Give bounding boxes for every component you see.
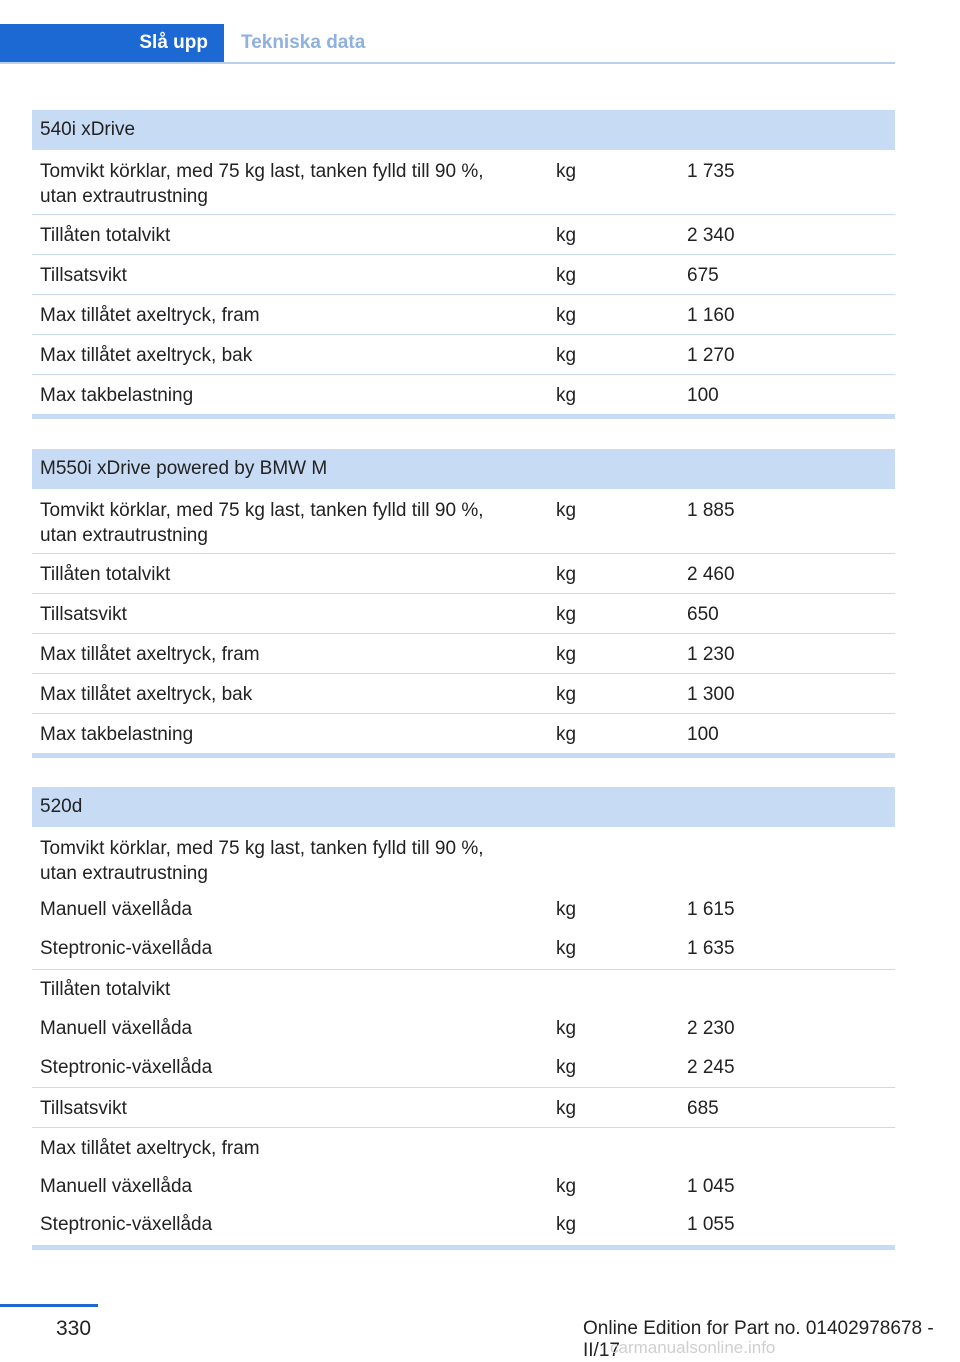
table-end-rule [32, 753, 895, 758]
row-label: Tillsatsvikt [40, 604, 127, 625]
row-label: Manuell växellåda [40, 899, 193, 920]
table-title: 520d [32, 787, 895, 827]
table-row [32, 827, 895, 891]
table-row [32, 633, 895, 673]
row-value: 1 230 [687, 644, 735, 665]
row-value: 1 300 [687, 684, 735, 705]
row-unit: kg [556, 1176, 577, 1197]
spec-table-m550i [32, 449, 895, 758]
row-value: 1 735 [687, 161, 735, 182]
row-unit: kg [556, 225, 577, 246]
table-title: 540i xDrive [32, 110, 895, 150]
row-label: Max tillåtet axeltryck, fram [40, 305, 260, 326]
row-unit: kg [556, 564, 577, 585]
row-label: Max takbelastning [40, 385, 194, 406]
row-label: Manuell växellåda [40, 1018, 193, 1039]
row-unit: kg [556, 899, 577, 920]
row-unit: kg [556, 305, 577, 326]
row-label: Tomvikt körklar, med 75 kg last, tanken fylld till 90 %, utan extrautrustning [40, 161, 484, 207]
row-unit: kg [556, 724, 577, 745]
table-title: M550i xDrive powered by BMW M [32, 449, 895, 489]
table-row [32, 1048, 895, 1087]
row-unit: kg [556, 684, 577, 705]
table-row [32, 489, 895, 553]
row-label: Manuell växellåda [40, 1176, 193, 1197]
row-unit: kg [556, 265, 577, 286]
table-row [32, 214, 895, 254]
table-row [32, 553, 895, 593]
table-row [32, 969, 895, 1009]
table-row [32, 1087, 895, 1127]
row-value: 100 [687, 385, 719, 406]
table-row [32, 374, 895, 414]
tab-sla-upp[interactable]: Slå upp [0, 24, 224, 62]
row-value: 685 [687, 1098, 719, 1119]
row-value: 675 [687, 265, 719, 286]
table-row [32, 150, 895, 214]
row-label: Max tillåtet axeltryck, bak [40, 684, 253, 705]
tab-tekniska-data[interactable]: Tekniska data [241, 32, 366, 53]
row-label: Tomvikt körklar, med 75 kg last, tanken fylld till 90 %, utan extrautrustning [40, 838, 484, 884]
table-row [32, 593, 895, 633]
table-row [32, 891, 895, 930]
watermark: carmanualsonline.info [610, 1338, 776, 1357]
row-value: 1 270 [687, 345, 735, 366]
row-label: Max tillåtet axeltryck, fram [40, 644, 260, 665]
table-row [32, 254, 895, 294]
table-end-rule [32, 1245, 895, 1250]
row-label: Tillåten totalvikt [40, 979, 171, 1000]
row-unit: kg [556, 161, 577, 182]
row-label: Max takbelastning [40, 724, 194, 745]
table-row [32, 1167, 895, 1206]
row-label: Steptronic-växellåda [40, 938, 213, 959]
row-unit: kg [556, 1057, 577, 1078]
row-value: 2 460 [687, 564, 735, 585]
table-end-rule [32, 414, 895, 419]
row-label: Tillsatsvikt [40, 265, 127, 286]
row-value: 1 055 [687, 1214, 735, 1235]
row-value: 1 615 [687, 899, 735, 920]
table-row [32, 1206, 895, 1245]
row-unit: kg [556, 1018, 577, 1039]
spec-table-520d [32, 787, 895, 1250]
table-row [32, 334, 895, 374]
row-value: 2 245 [687, 1057, 735, 1078]
spec-table-540i [32, 110, 895, 419]
row-value: 650 [687, 604, 719, 625]
row-label: Tomvikt körklar, med 75 kg last, tanken fylld till 90 %, utan extrautrustning [40, 500, 484, 546]
row-label: Tillåten totalvikt [40, 225, 171, 246]
row-label: Tillåten totalvikt [40, 564, 171, 585]
row-unit: kg [556, 1214, 577, 1235]
row-unit: kg [556, 604, 577, 625]
row-label: Max tillåtet axeltryck, bak [40, 345, 253, 366]
row-label: Steptronic-växellåda [40, 1214, 213, 1235]
row-unit: kg [556, 938, 577, 959]
row-unit: kg [556, 644, 577, 665]
table-row [32, 930, 895, 969]
row-value: 2 230 [687, 1018, 735, 1039]
row-value: 1 045 [687, 1176, 735, 1197]
row-unit: kg [556, 345, 577, 366]
row-label: Steptronic-växellåda [40, 1057, 213, 1078]
row-unit: kg [556, 500, 577, 521]
table-row [32, 294, 895, 334]
row-value: 100 [687, 724, 719, 745]
edition-note: Online Edition for Part no. 01402978678 - II/17 [583, 1318, 934, 1361]
table-row [32, 1009, 895, 1048]
page-number: 330 [56, 1317, 92, 1340]
table-row [32, 713, 895, 753]
row-value: 1 160 [687, 305, 735, 326]
row-unit: kg [556, 1098, 577, 1119]
row-value: 1 885 [687, 500, 735, 521]
row-value: 2 340 [687, 225, 735, 246]
row-label: Max tillåtet axeltryck, fram [40, 1138, 260, 1159]
page-number-rule [0, 1304, 98, 1307]
navigation-tabs [0, 24, 895, 64]
row-value: 1 635 [687, 938, 735, 959]
row-label: Tillsatsvikt [40, 1098, 127, 1119]
row-unit: kg [556, 385, 577, 406]
table-row [32, 1127, 895, 1167]
table-row [32, 673, 895, 713]
